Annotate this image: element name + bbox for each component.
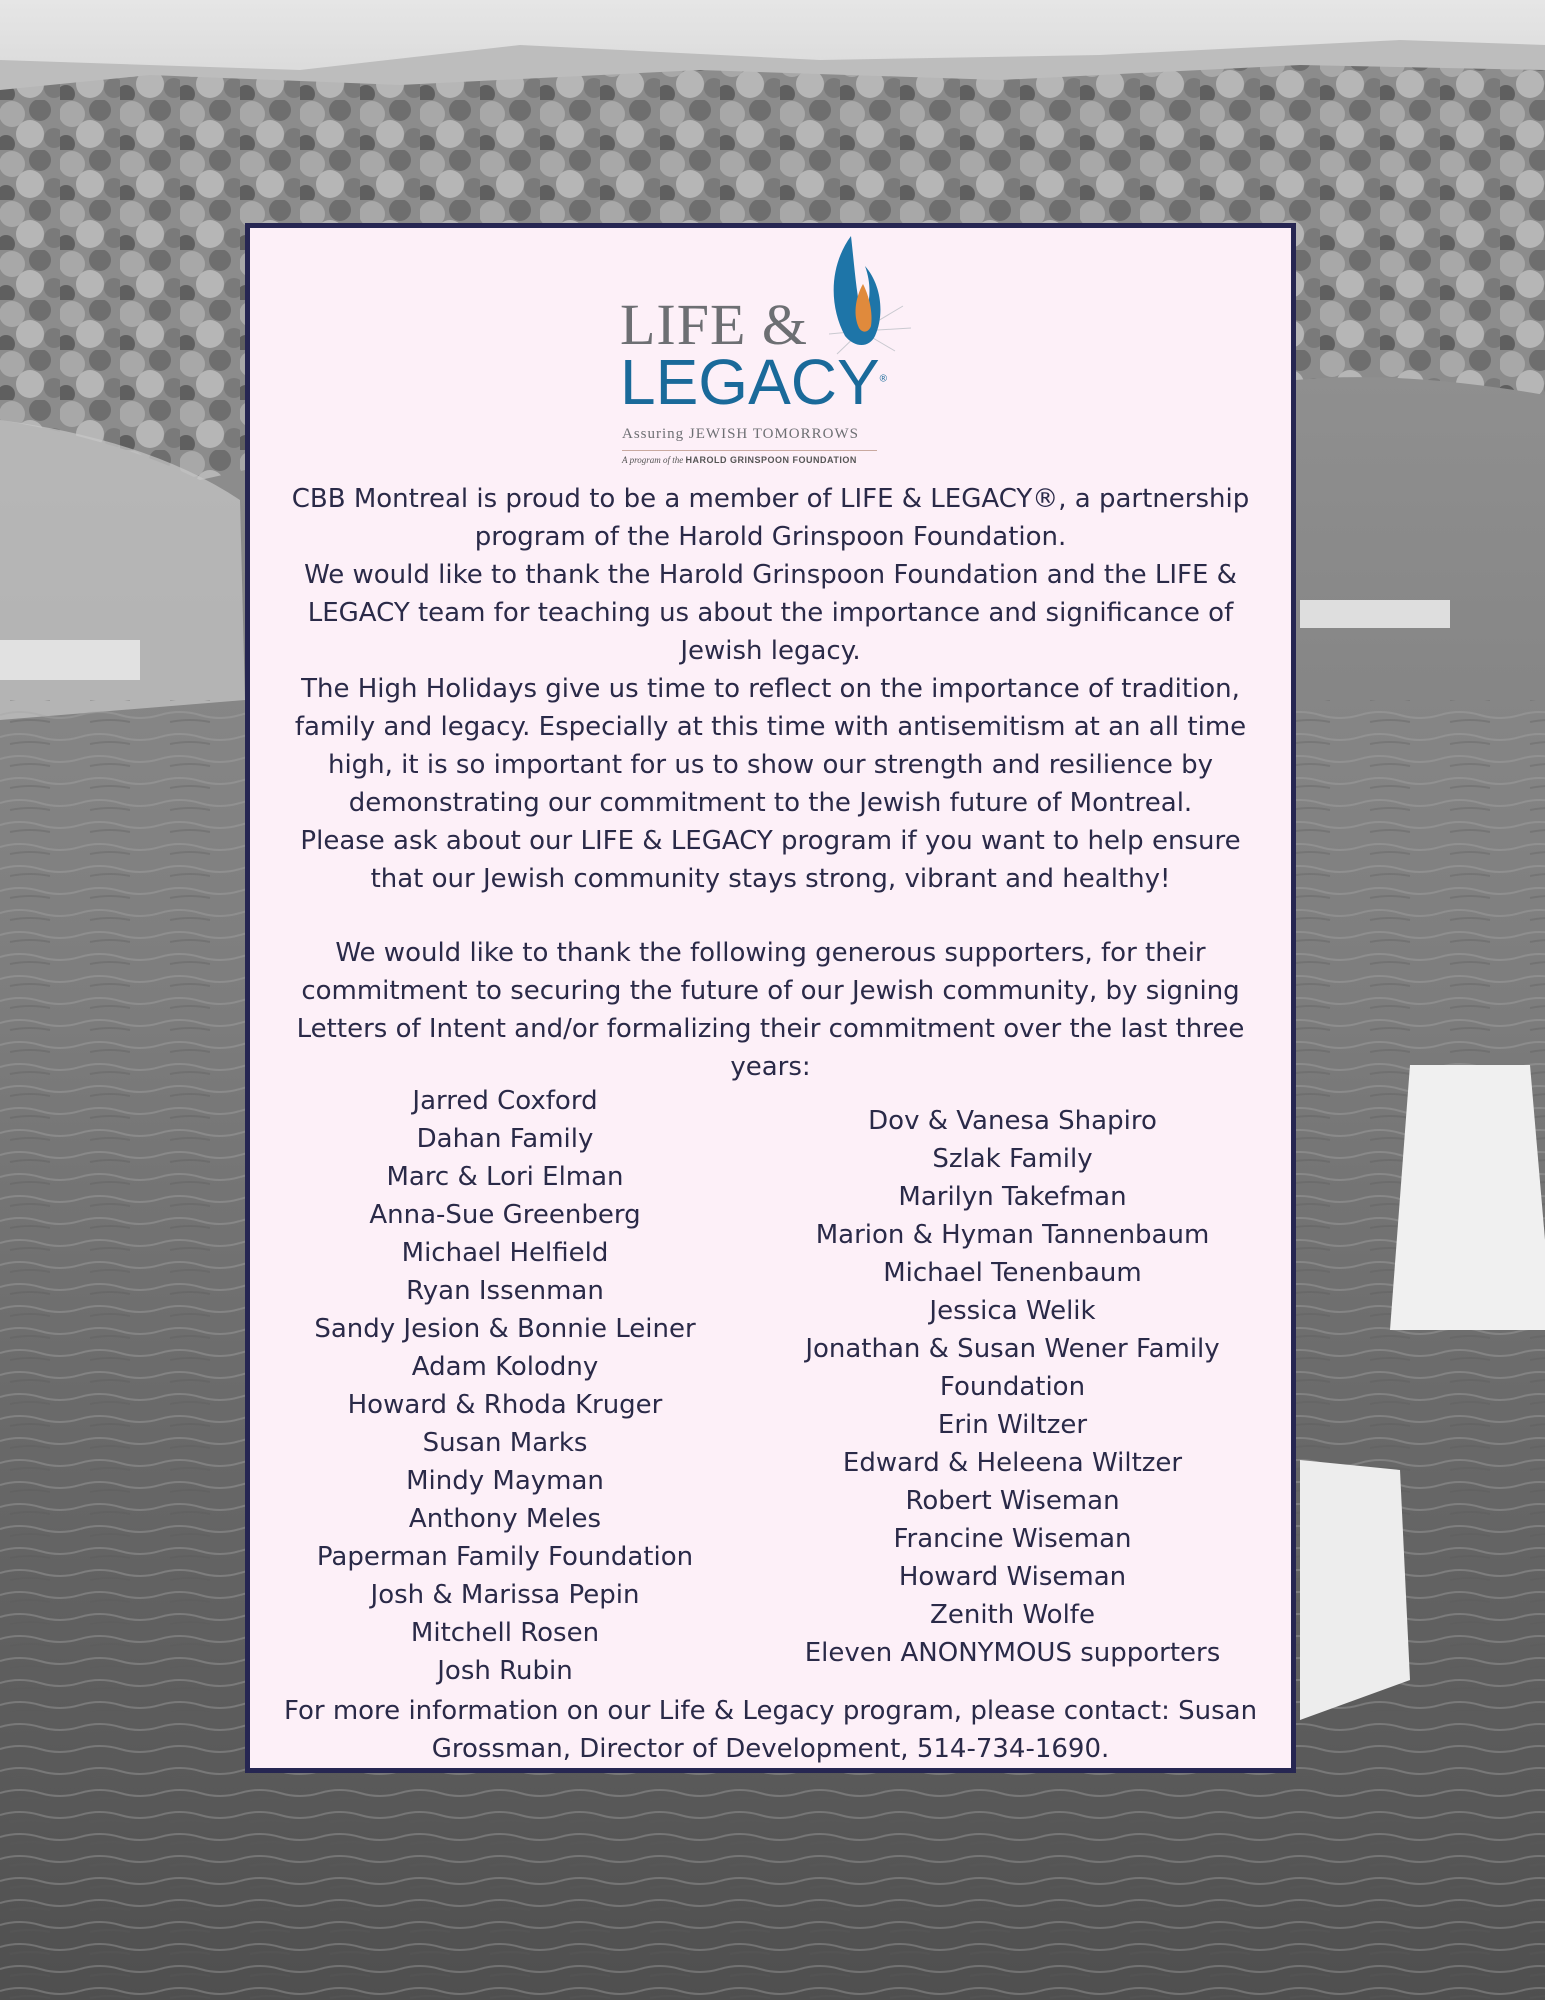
supporter-name: Jarred Coxford — [412, 1086, 598, 1116]
content-card — [245, 223, 1296, 1773]
supporter-name: Anthony Meles — [408, 1504, 602, 1534]
supporter-name: Francine Wiseman — [893, 1524, 1132, 1554]
supporter-name: Mindy Mayman — [406, 1466, 604, 1496]
supporter-name: Eleven ANONYMOUS supporters — [804, 1638, 1221, 1668]
intro-paragraph: Please ask about our LIFE & LEGACY program if you want to help ensure that our Jewish community stays strong, vibrant and healthy! — [300, 826, 1241, 894]
intro-text — [278, 480, 1263, 898]
supporter-name: Marion & Hyman Tannenbaum — [815, 1220, 1210, 1250]
supporter-name: Howard & Rhoda Kruger — [347, 1390, 663, 1420]
contact-info: For more information on our Life & Legacy program, please contact: Susan Grossman, Director of Development, 514-734-1690. — [283, 1696, 1258, 1764]
logo-tagline: Assuring JEWISH TOMORROWS — [622, 426, 859, 442]
supporter-name: Marilyn Takefman — [898, 1182, 1127, 1212]
supporter-name: Adam Kolodny — [411, 1352, 599, 1382]
supporter-name: Josh Rubin — [437, 1656, 573, 1686]
supporter-name: Susan Marks — [422, 1428, 588, 1458]
supporters-thanks — [278, 934, 1263, 1086]
logo-legacy-text: LEGACY® — [620, 346, 888, 418]
supporter-name: Edward & Heleena Wiltzer — [842, 1448, 1183, 1478]
supporters-list-right — [750, 1102, 1275, 1672]
supporter-name: Michael Tenenbaum — [883, 1258, 1142, 1288]
logo-divider — [622, 450, 877, 451]
supporter-name: Erin Wiltzer — [937, 1410, 1088, 1440]
intro-paragraph: CBB Montreal is proud to be a member of LIFE & LEGACY®, a partnership program of the Harold Grinspoon Foundation. — [291, 484, 1250, 552]
supporter-name: Dahan Family — [416, 1124, 594, 1154]
thanks-paragraph: We would like to thank the following generous supporters, for their commitment to securing the future of our Jewish community, by signing Letters of Intent and/or formalizing their commitment over the last three years: — [296, 938, 1245, 1082]
supporter-name: Howard Wiseman — [898, 1562, 1127, 1592]
logo-program-line: A program of the HAROLD GRINSPOON FOUNDATION — [622, 455, 857, 465]
supporters-list-left — [270, 1082, 740, 1690]
supporter-name: Zenith Wolfe — [930, 1600, 1095, 1630]
life-and-legacy-logo — [620, 236, 920, 466]
supporter-name: Anna-Sue Greenberg — [369, 1200, 641, 1230]
supporter-name: Szlak Family — [932, 1144, 1093, 1174]
supporter-name: Robert Wiseman — [905, 1486, 1120, 1516]
supporter-name: Jonathan & Susan Wener Family Foundation — [805, 1334, 1220, 1402]
supporter-name: Jessica Welik — [929, 1296, 1096, 1326]
supporter-name: Mitchell Rosen — [410, 1618, 600, 1648]
supporter-name: Josh & Marissa Pepin — [370, 1580, 640, 1610]
logo-life-text: LIFE & — [620, 292, 809, 357]
intro-paragraph: We would like to thank the Harold Grinspoon Foundation and the LIFE & LEGACY team for teaching us about the importance and significance of Jewish legacy. — [304, 560, 1237, 666]
supporter-name: Paperman Family Foundation — [316, 1542, 694, 1572]
supporter-name: Marc & Lori Elman — [386, 1162, 624, 1192]
supporter-name: Dov & Vanesa Shapiro — [868, 1106, 1157, 1136]
intro-paragraph: The High Holidays give us time to reflect on the importance of tradition, family and legacy. Especially at this time with antisemitism at an all time high, it is so important for us to show our strength and resilience by demonstrating our commitment to the Jewish future of Montreal. — [294, 674, 1247, 818]
registered-mark: ® — [879, 373, 888, 385]
flame-icon — [825, 236, 915, 356]
supporter-name: Ryan Issenman — [406, 1276, 604, 1306]
supporter-name: Michael Helfield — [401, 1238, 609, 1268]
supporter-name: Sandy Jesion & Bonnie Leiner — [314, 1314, 696, 1344]
